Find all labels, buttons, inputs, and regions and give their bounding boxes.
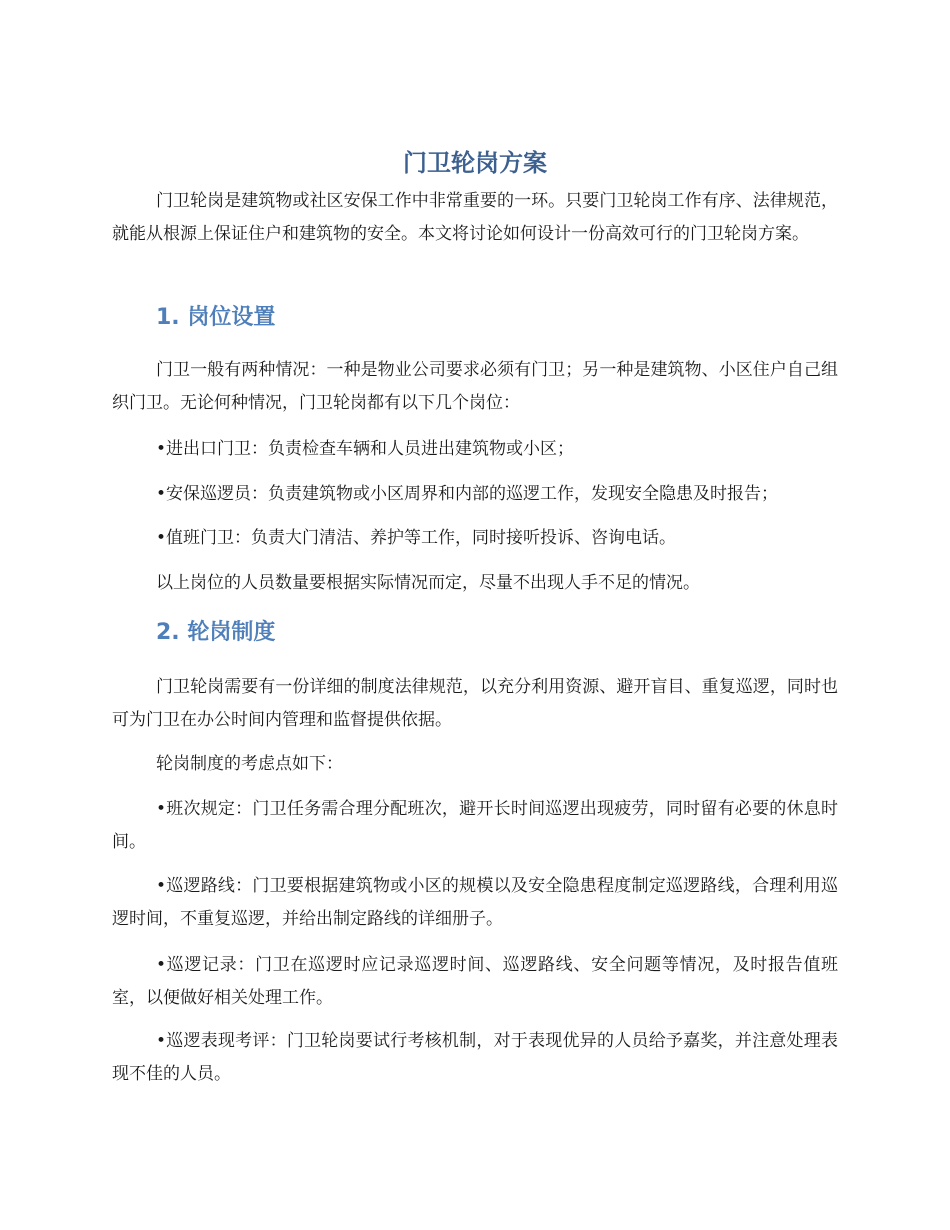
section-2-intro-list: 轮岗制度的考虑点如下： [156,754,343,774]
section-1-paragraph: 门卫一般有两种情况：一种是物业公司要求必须有门卫；另一种是建筑物、小区住户自己组织门卫。无论何种情况，门卫轮岗都有以下几个岗位： [112,360,838,413]
section-2-heading: 2. 轮岗制度 [156,620,276,645]
bullet-text: 巡逻路线：门卫要根据建筑物或小区的规模以及安全隐患程度制定巡逻路线，合理利用巡逻时间，不重复巡逻，并给出制定路线的详细册子。 [112,876,838,929]
section-2-bullet-1 [112,793,838,859]
bullet-dot: • [156,528,167,548]
section-2-paragraph: 门卫轮岗需要有一份详细的制度法律规范，以充分利用资源、避开盲目、重复巡逻，同时也可为门卫在办公时间内管理和监督提供依据。 [112,677,838,730]
bullet-text: 值班门卫：负责大门清洁、养护等工作，同时接听投诉、咨询电话。 [166,528,676,548]
document-title: 门卫轮岗方案 [403,149,547,177]
bullet-text: 巡逻表现考评：门卫轮岗要试行考核机制，对于表现优异的人员给予嘉奖，并注意处理表现不佳的人员。 [112,1031,838,1084]
bullet-dot: • [156,955,167,975]
section-1-closing: 以上岗位的人员数量要根据实际情况而定，尽量不出现人手不足的情况。 [156,573,700,593]
bullet-dot: • [156,799,167,819]
bullet-text: 巡逻记录：门卫在巡逻时应记录巡逻时间、巡逻路线、安全问题等情况，及时报告值班室，以便做好相关处理工作。 [112,955,838,1008]
bullet-dot: • [156,876,167,896]
section-1-heading: 1. 岗位设置 [156,305,276,330]
bullet-text: 进出口门卫：负责检查车辆和人员进出建筑物或小区； [166,439,574,459]
section-1-bullet-1 [156,433,574,466]
bullet-text: 班次规定：门卫任务需合理分配班次，避开长时间巡逻出现疲劳，同时留有必要的休息时间。 [112,799,838,852]
bullet-text: 安保巡逻员：负责建筑物或小区周界和内部的巡逻工作，发现安全隐患及时报告； [166,484,778,504]
bullet-dot: • [156,439,167,459]
section-2-bullet-4 [112,1025,838,1091]
bullet-dot: • [156,484,167,504]
section-1-bullet-3 [156,522,676,555]
section-1-bullet-2 [156,478,778,511]
section-2-bullet-2 [112,870,838,936]
bullet-dot: • [156,1031,167,1051]
section-2-bullet-3 [112,949,838,1015]
intro-paragraph: 门卫轮岗是建筑物或社区安保工作中非常重要的一环。只要门卫轮岗工作有序、法律规范，就能从根源上保证住户和建筑物的安全。本文将讨论如何设计一份高效可行的门卫轮岗方案。 [112,191,838,244]
